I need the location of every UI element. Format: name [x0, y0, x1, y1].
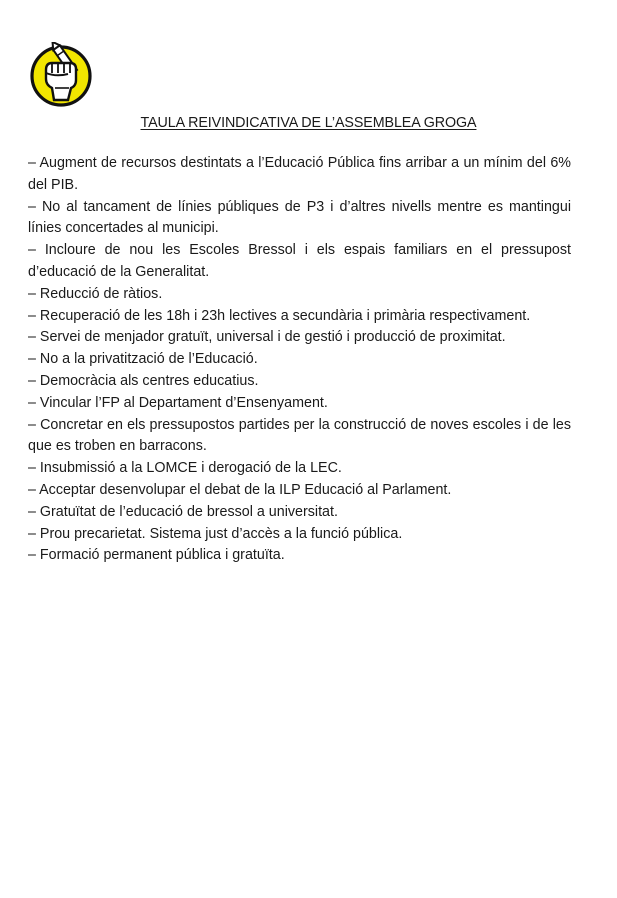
- demands-list: [28, 153, 571, 567]
- list-item: – Formació permanent pública i gratuïta.: [28, 547, 285, 564]
- raised-fist-pencil-icon: [28, 42, 94, 108]
- list-item: – Prou precarietat. Sistema just d’accès a la funció pública.: [28, 525, 403, 542]
- list-item: – Recuperació de les 18h i 23h lectives a secundària i primària respectivament.: [28, 307, 531, 324]
- list-item: – Incloure de nou les Escoles Bressol i els espais familiars en el pressupost d’educació de la Generalitat.: [28, 242, 571, 280]
- list-item: – Reducció de ràtios.: [28, 285, 163, 302]
- list-item: – Concretar en els pressupostos partides per la construcció de noves escoles i de les que es troben en barracons.: [28, 416, 571, 455]
- document-title: TAULA REIVINDICATIVA DE L’ASSEMBLEA GROGA: [140, 115, 477, 131]
- list-item: – No al tancament de línies públiques de P3 i d’altres nivells mentre es mantingui línies concertades al municipi.: [28, 198, 571, 237]
- list-item: – Acceptar desenvolupar el debat de la ILP Educació al Parlament.: [28, 481, 452, 498]
- list-item: – Servei de menjador gratuït, universal i de gestió i producció de proximitat.: [28, 329, 506, 346]
- list-item: – Insubmissió a la LOMCE i derogació de la LEC.: [28, 460, 342, 477]
- list-item: – Gratuïtat de l’educació de bressol a universitat.: [28, 503, 338, 520]
- list-item: – Vincular l’FP al Departament d’Ensenyament.: [28, 394, 328, 411]
- list-item: – No a la privatització de l’Educació.: [28, 351, 258, 368]
- list-item: – Democràcia als centres educatius.: [28, 372, 259, 389]
- list-item: – Augment de recursos destintats a l’Educació Pública fins arribar a un mínim del 6% del PIB.: [28, 155, 571, 193]
